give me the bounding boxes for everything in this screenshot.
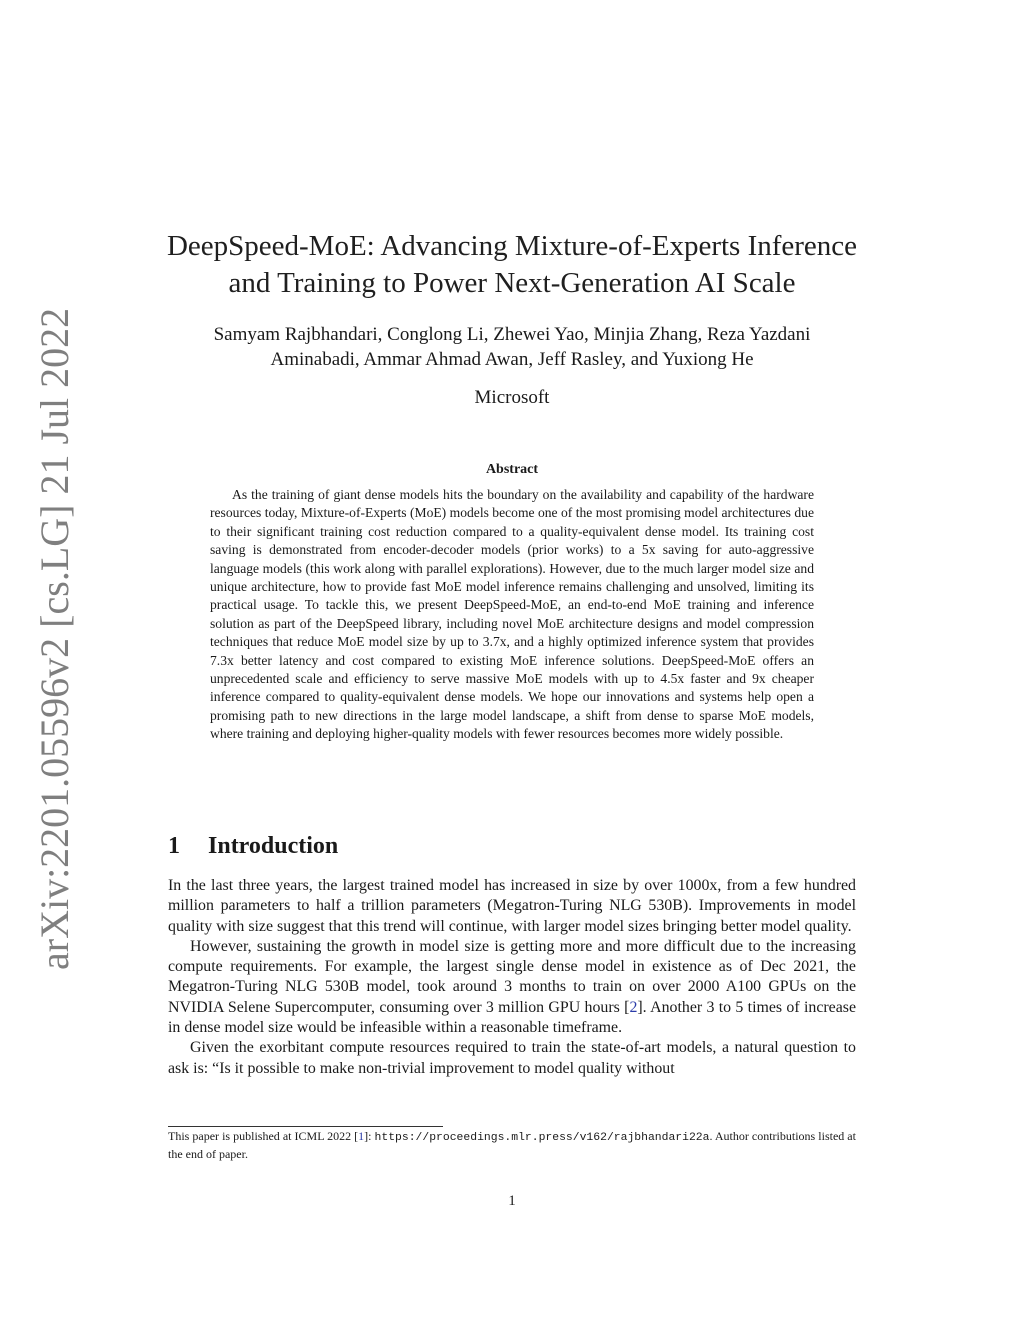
title-line-1: DeepSpeed-MoE: Advancing Mixture-of-Experts Inference [166, 230, 858, 262]
paragraph-3: Given the exorbitant compute resources required to train the state-of-art models, a natural question to ask is: “Is it possible to make non-trivial improvement to model quality without [168, 1039, 856, 1077]
paper-title [160, 228, 864, 302]
title-line-2: and Training to Power Next-Generation AI Scale [228, 267, 796, 299]
paragraph-1: In the last three years, the largest trained model has increased in size by over 1000x, from a few hundred million parameters to half a trillion parameters (Megatron-Turing NLG 530B). Improvements in model quality with size suggest that this trend will continue, with larger model sizes bringing better model quality. [168, 877, 856, 935]
abstract-heading: Abstract [485, 462, 539, 477]
footnote-pre: This paper is published at ICML 2022 [ [168, 1129, 359, 1143]
paragraph-2-text: However, sustaining the growth in model size is getting more and more difficult due to the increasing compute requirements. For example, the largest single dense model in existence as of Dec 2021, the Megatron-Turing NLG 530B model, took around 3 months to train on over 2000 A100 GPUs on the NVIDIA Selene Supercomputer, consuming over 3 million GPU hours [168, 937, 856, 1016]
paragraph-2 [168, 937, 856, 1038]
affiliation: Microsoft [474, 387, 550, 408]
footnote-post: . Author contributions listed at the end of paper. [168, 1129, 856, 1161]
footnote [168, 1128, 856, 1162]
abstract-text: As the training of giant dense models hits the boundary on the availability and capability of the hardware resources today, Mixture-of-Experts (MoE) models become one of the most promising model architectures due to their significant training cost reduction compared to a quality-equivalent dense model. Its training cost saving is demonstrated from encoder-decoder models (prior works) to a 5x saving for auto-aggressive language models (this work along with parallel explorations). However, due to the much larger model size and unique architecture, how to provide fast MoE model inference remains challenging and unsolved, limiting its practical usage. To tackle this, we present DeepSpeed-MoE, an end-to-end MoE training and inference solution as part of the DeepSpeed library, including novel MoE architecture designs and model compression techniques that reduce MoE model size by up to 3.7x, and a highly optimized inference system that provides 7.3x better latency and cost compared to existing MoE inference solutions. DeepSpeed-MoE offers an unprecedented scale and efficiency to serve massive MoE models with up to 4.5x faster and 9x cheaper inference compared to quality-equivalent dense models. We hope our innovations and systems help open a promising path to new directions in the large model landscape, a shift from dense to sparse MoE models, where training and deploying higher-quality models with fewer resources becomes more widely possible. [210, 487, 814, 742]
paragraph-2-tail: Another 3 to 5 times of increase in dense model size would be infeasible within a reasonable timeframe. [168, 998, 857, 1037]
citation-link-1[interactable]: 1 [358, 1129, 365, 1143]
footnote-url[interactable]: https://proceedings.mlr.press/v162/rajbhandari22a [374, 1132, 710, 1144]
authors-line-2: Aminabadi, Ammar Ahmad Awan, Jeff Rasley, and Yuxiong He [270, 349, 754, 370]
citation-bracket: ]. [637, 998, 647, 1016]
section-heading [168, 833, 338, 860]
page-number: 1 [508, 1193, 516, 1209]
authors-line-1: Samyam Rajbhandari, Conglong Li, Zhewei Yao, Minjia Zhang, Reza Yazdani [213, 324, 811, 345]
section-body [168, 876, 856, 1079]
footnote-rule [168, 1126, 443, 1127]
citation-bracket: [ [624, 998, 630, 1016]
citation-link-2[interactable]: 2 [629, 998, 638, 1016]
author-list [160, 322, 864, 372]
section-title: Introduction [208, 833, 339, 859]
arxiv-identifier: arXiv:2201.05596v2 [cs.LG] 21 Jul 2022 [32, 307, 77, 970]
section-number: 1 [168, 833, 180, 859]
footnote-mid: ]: [364, 1129, 375, 1143]
